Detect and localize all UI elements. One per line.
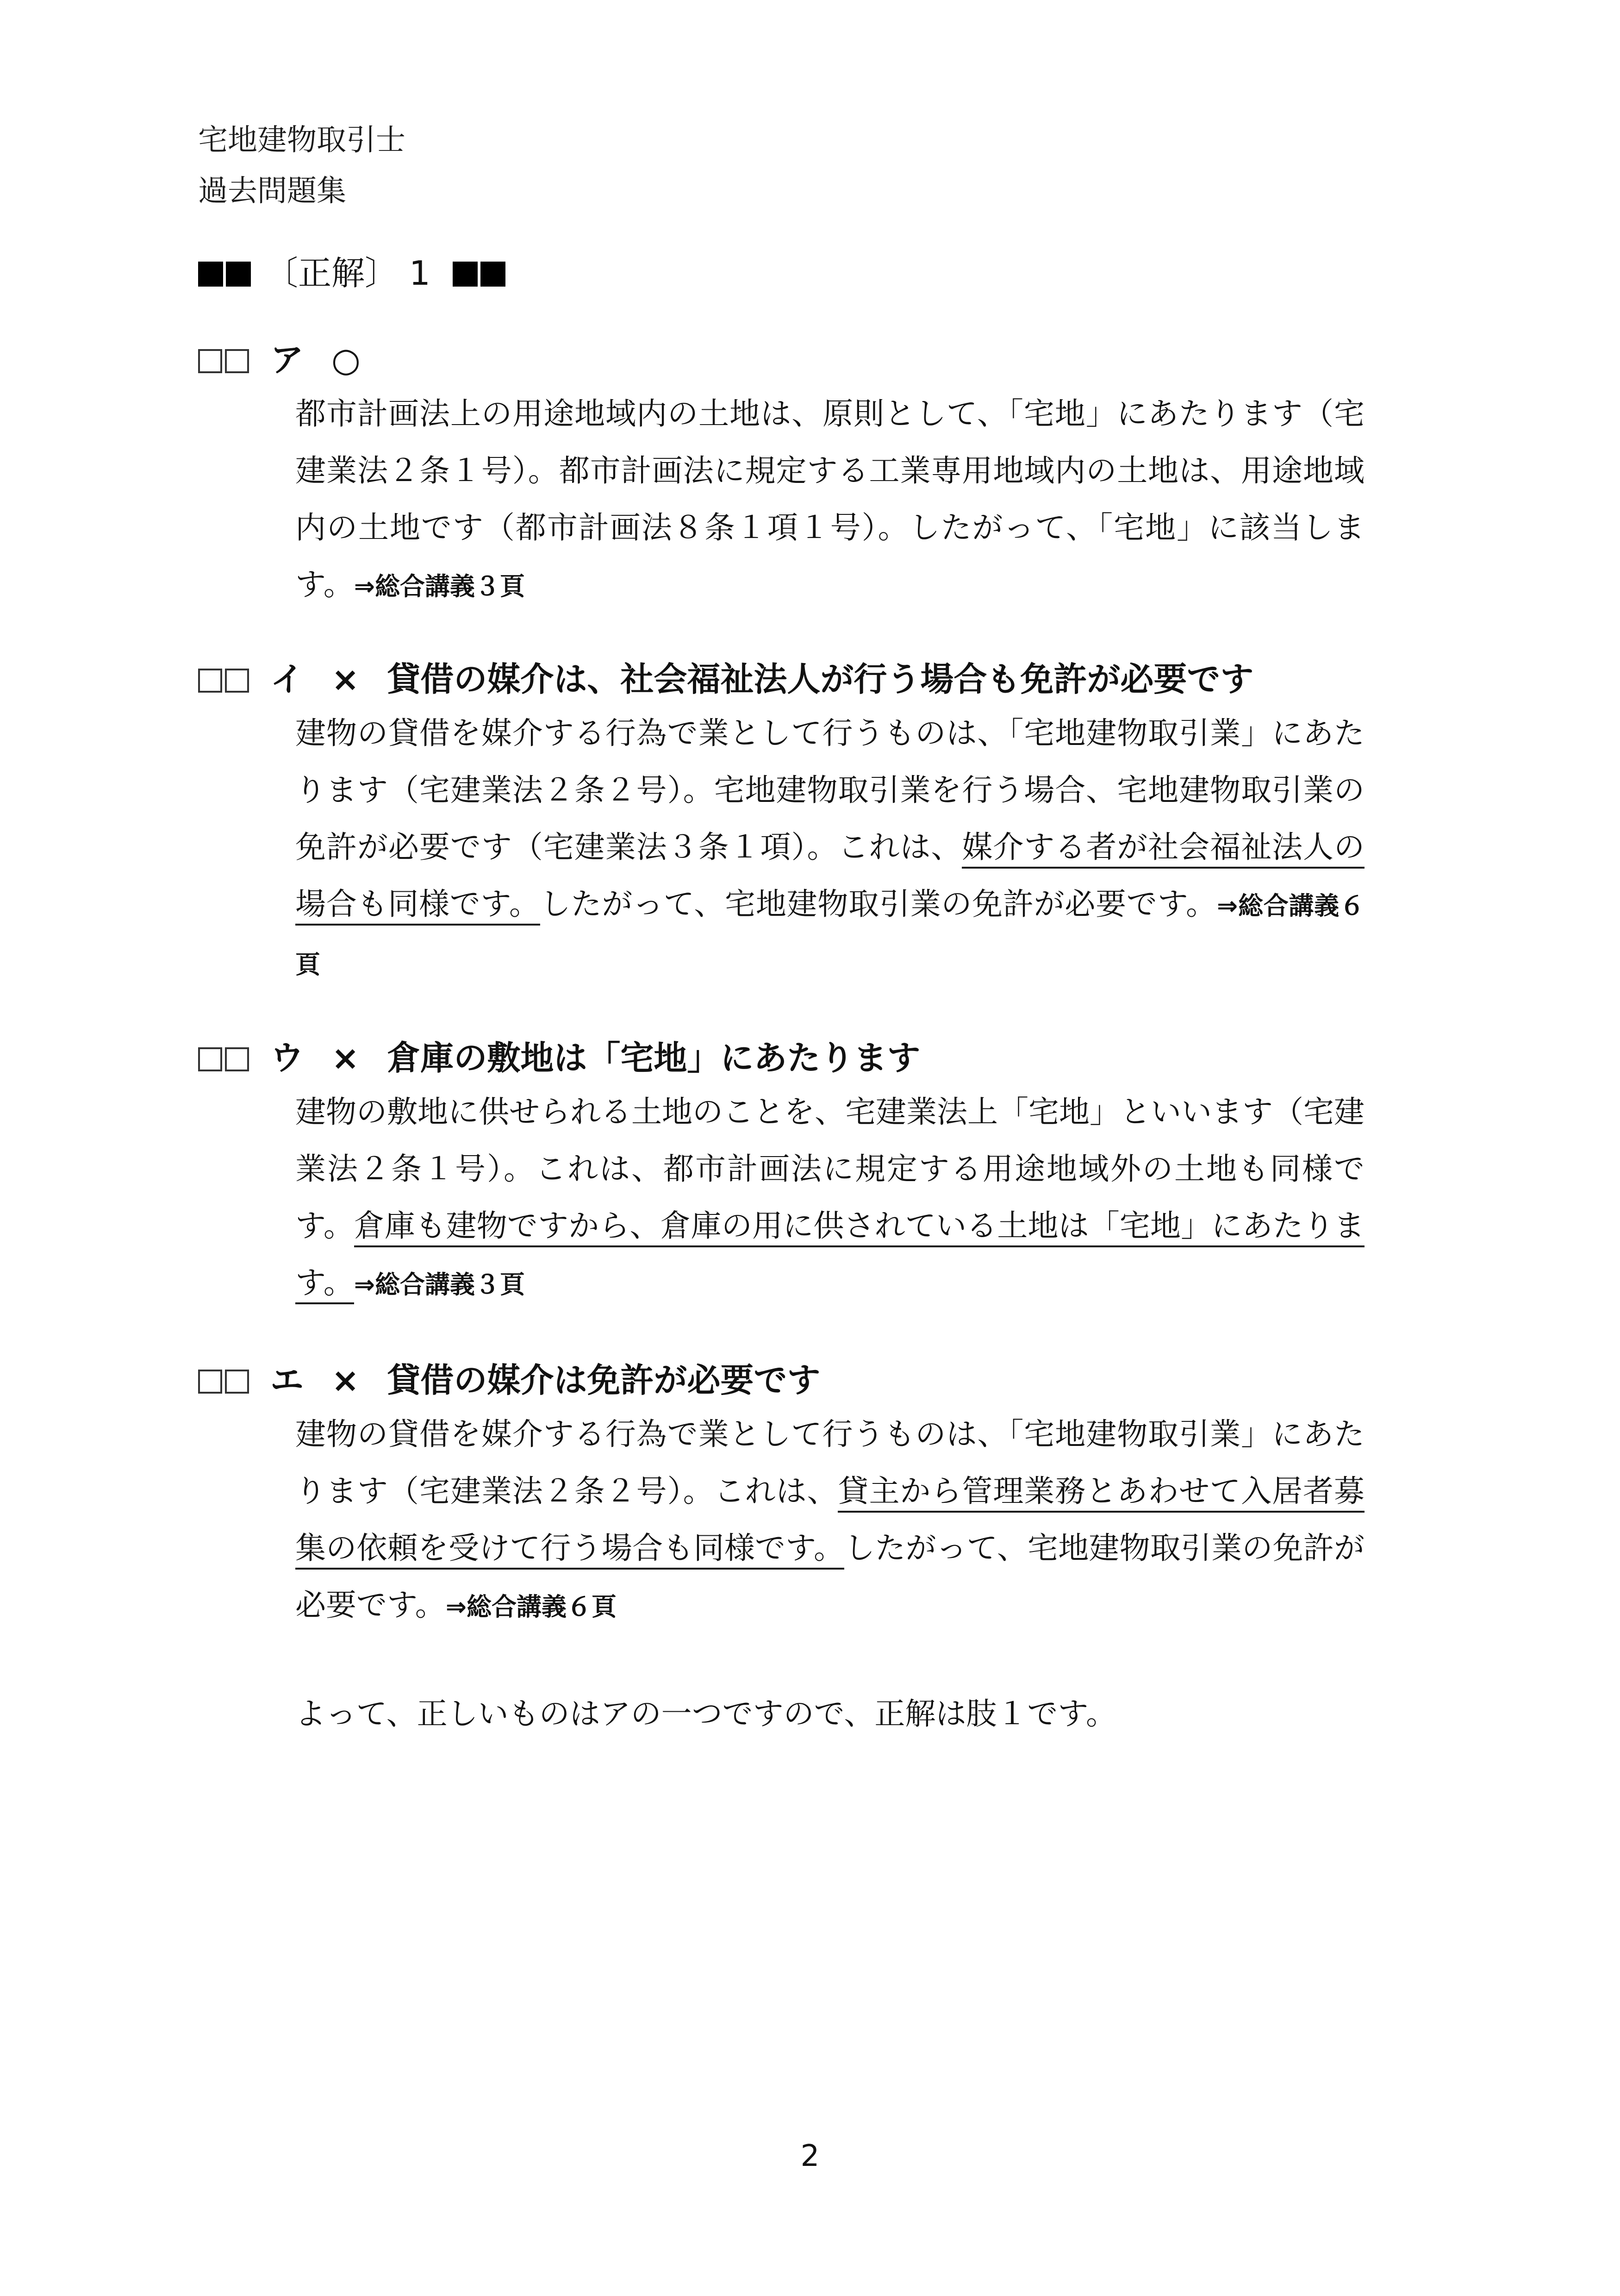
- section-summary: 貸借の媒介は、社会福祉法人が行う場合も免許が必要です: [387, 660, 1254, 699]
- underlined-text: 倉庫も建物ですから、倉庫の用に供されている土地は「宅地」にあたります。: [295, 1208, 1365, 1304]
- body-text-segment: したがって、宅地建物取引業の免許が必要です。: [295, 1530, 1365, 1623]
- section-summary: 貸借の媒介は免許が必要です: [387, 1361, 821, 1400]
- explanation-section: [198, 1032, 1411, 1313]
- section-body: [295, 705, 1365, 993]
- header-subtitle: 過去問題集: [198, 174, 346, 208]
- answer-number: 1: [409, 254, 430, 293]
- choice-key: エ: [270, 1361, 304, 1400]
- checkbox-square-icon: [198, 1370, 222, 1394]
- body-text-segment: 建物の貸借を媒介する行為で業として行うものは、「宅地建物取引業」にあたります（宅建業法２条２号）。宅地建物取引業を行う場合、宅地建物取引業の免許が必要です（宅建業法３条１項）。これは、: [295, 715, 1365, 865]
- body-text-segment: 建物の貸借を媒介する行為で業として行うものは、「宅地建物取引業」にあたります（宅建業法２条２号）。これは、: [295, 1416, 1365, 1509]
- section-body: [295, 385, 1365, 615]
- filled-square-icon: [453, 262, 478, 287]
- answer-label: 〔正解〕: [265, 254, 399, 293]
- reference-link-text: ⇒総合講義６頁: [295, 891, 1365, 979]
- choice-key: イ: [270, 660, 304, 699]
- underlined-text: 貸主から管理業務とあわせて入居者募集の依頼を受けて行う場合も同様です。: [295, 1473, 1365, 1570]
- correctness-mark: ×: [331, 660, 360, 699]
- document-header: [198, 115, 405, 217]
- filled-square-icon: [198, 262, 223, 287]
- section-heading: [198, 1032, 1411, 1083]
- section-summary: 倉庫の敷地は「宅地」にあたります: [387, 1039, 921, 1077]
- correctness-mark: ○: [331, 340, 361, 379]
- header-title: 宅地建物取引士: [198, 123, 405, 157]
- checkbox-square-icon: [225, 349, 249, 373]
- checkbox-square-icon: [198, 349, 222, 373]
- page-number: 2: [800, 2139, 820, 2173]
- checkbox-square-icon: [198, 669, 222, 693]
- section-body: [295, 1406, 1365, 1635]
- section-heading: [198, 1355, 1411, 1406]
- answer-heading: [198, 250, 508, 296]
- correctness-mark: ×: [331, 1039, 360, 1077]
- choice-key: ア: [270, 340, 304, 379]
- checkbox-square-icon: [225, 669, 249, 693]
- underlined-text: 媒介する者が社会福祉法人の場合も同様です。: [295, 829, 1365, 926]
- section-body: [295, 1083, 1365, 1313]
- conclusion-text: よって、正しいものはアの一つですので、正解は肢１です。: [295, 1696, 1117, 1732]
- filled-square-icon: [480, 262, 505, 287]
- reference-link-text: ⇒総合講義３頁: [354, 1270, 525, 1299]
- reference-link-text: ⇒総合講義３頁: [354, 572, 525, 601]
- section-heading: [198, 334, 1411, 385]
- checkbox-square-icon: [225, 1370, 249, 1394]
- reference-link-text: ⇒総合講義６頁: [445, 1592, 617, 1621]
- checkbox-square-icon: [198, 1047, 222, 1071]
- filled-square-icon: [226, 262, 251, 287]
- body-text-segment: 都市計画法上の用途地域内の土地は、原則として、「宅地」にあたります（宅建業法２条１号）。都市計画法に規定する工業専用地域内の土地は、用途地域内の土地です（都市計画法８条１項１号）。したがって、「宅地」に該当します。: [295, 396, 1365, 602]
- body-text-segment: したがって、宅地建物取引業の免許が必要です。: [540, 886, 1217, 922]
- section-heading: [198, 654, 1411, 705]
- checkbox-square-icon: [225, 1047, 249, 1071]
- explanation-section: [198, 654, 1411, 993]
- explanation-section: [198, 1355, 1411, 1635]
- body-text-segment: 建物の敷地に供せられる土地のことを、宅建業法上「宅地」といいます（宅建業法２条１号）。これは、都市計画法に規定する用途地域外の土地も同様です。: [295, 1094, 1365, 1244]
- choice-key: ウ: [270, 1039, 304, 1077]
- correctness-mark: ×: [331, 1361, 360, 1400]
- explanation-section: [198, 334, 1411, 615]
